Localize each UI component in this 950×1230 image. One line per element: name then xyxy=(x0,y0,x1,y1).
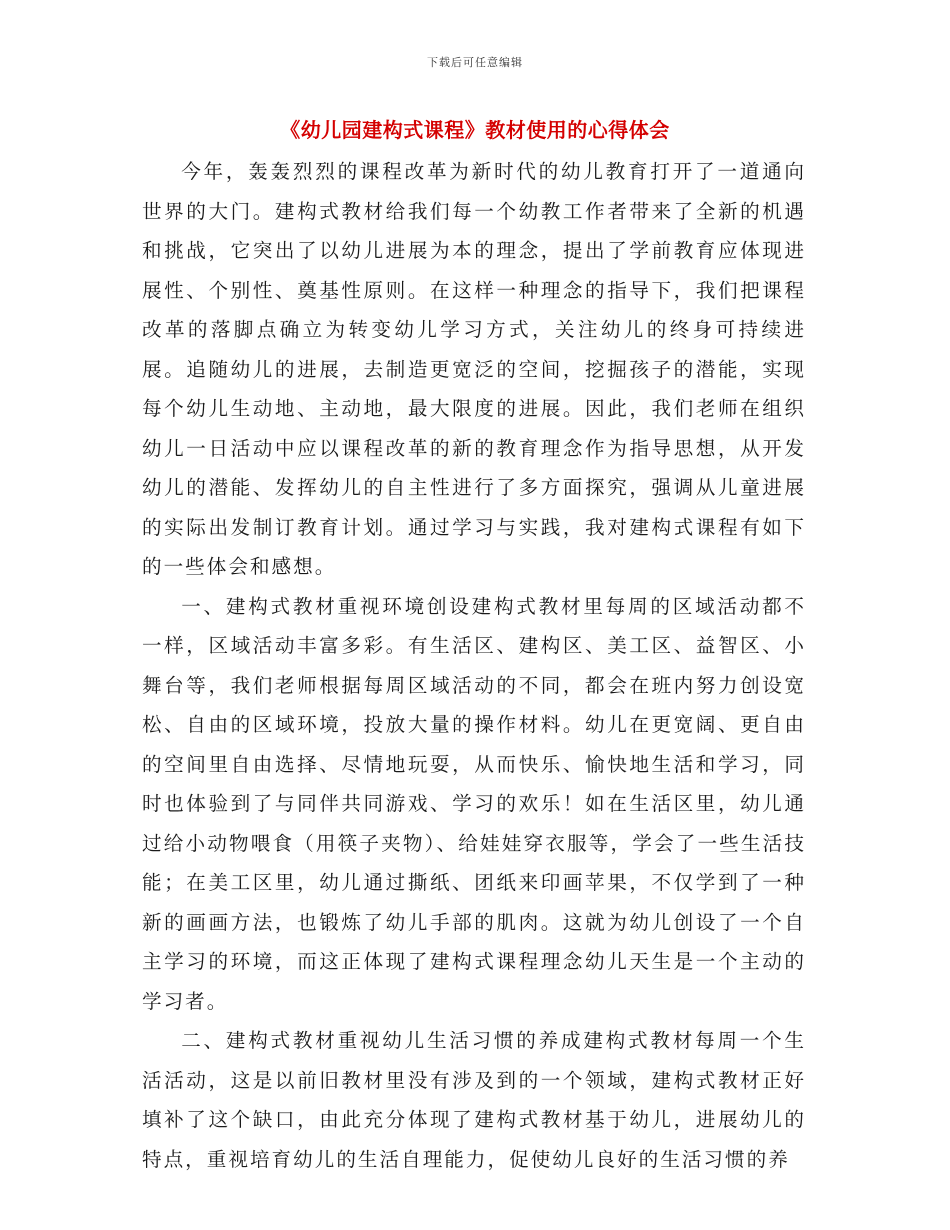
paragraph-section-one: 一、建构式教材重视环境创设建构式教材里每周的区域活动都不一样，区域活动丰富多彩。有生活区、建构区、美工区、益智区、小舞台等，我们老师根据每周区域活动的不同，都会在班内努力创设宽松、自由的区域环境，投放大量的操作材料。幼儿在更宽阔、更自由的空间里自由选择、尽情地玩耍，从而快乐、愉快地生活和学习，同时也体验到了与同伴共同游戏、学习的欢乐！如在生活区里，幼儿通过给小动物喂食（用筷子夹物）、给娃娃穿衣服等，学会了一些生活技能；在美工区里，幼儿通过撕纸、团纸来印画苹果，不仅学到了一种新的画画方法，也锻炼了幼儿手部的肌肉。这就为幼儿创设了一个自主学习的环境，而这正体现了建构式课程理念幼儿天生是一个主动的学习者。 xyxy=(142,594,806,1013)
page-header: 下载后可任意编辑 xyxy=(427,56,523,69)
paragraph-section-two: 二、建构式教材重视幼儿生活习惯的养成建构式教材每周一个生活活动，这是以前旧教材里没有涉及到的一个领域，建构式教材正好填补了这个缺口，由此充分体现了建构式教材基于幼儿，进展幼儿的特点，重视培育幼儿的生活自理能力，促使幼儿良好的生活习惯的养 xyxy=(142,1029,806,1171)
document-title: 《幼儿园建构式课程》教材使用的心得体会 xyxy=(280,118,670,142)
document-body xyxy=(142,152,806,1179)
paragraph-intro: 今年，轰轰烈烈的课程改革为新时代的幼儿教育打开了一道通向世界的大门。建构式教材给我们每一个幼教工作者带来了全新的机遇和挑战，它突出了以幼儿进展为本的理念，提出了学前教育应体现进展性、个别性、奠基性原则。在这样一种理念的指导下，我们把课程改革的落脚点确立为转变幼儿学习方式，关注幼儿的终身可持续进展。追随幼儿的进展，去制造更宽泛的空间，挖掘孩子的潜能，实现每个幼儿生动地、主动地，最大限度的进展。因此，我们老师在组织幼儿一日活动中应以课程改革的新的教育理念作为指导思想，从开发幼儿的潜能、发挥幼儿的自主性进行了多方面探究，强调从儿童进展的实际出发制订教育计划。通过学习与实践，我对建构式课程有如下的一些体会和感想。 xyxy=(142,160,806,578)
